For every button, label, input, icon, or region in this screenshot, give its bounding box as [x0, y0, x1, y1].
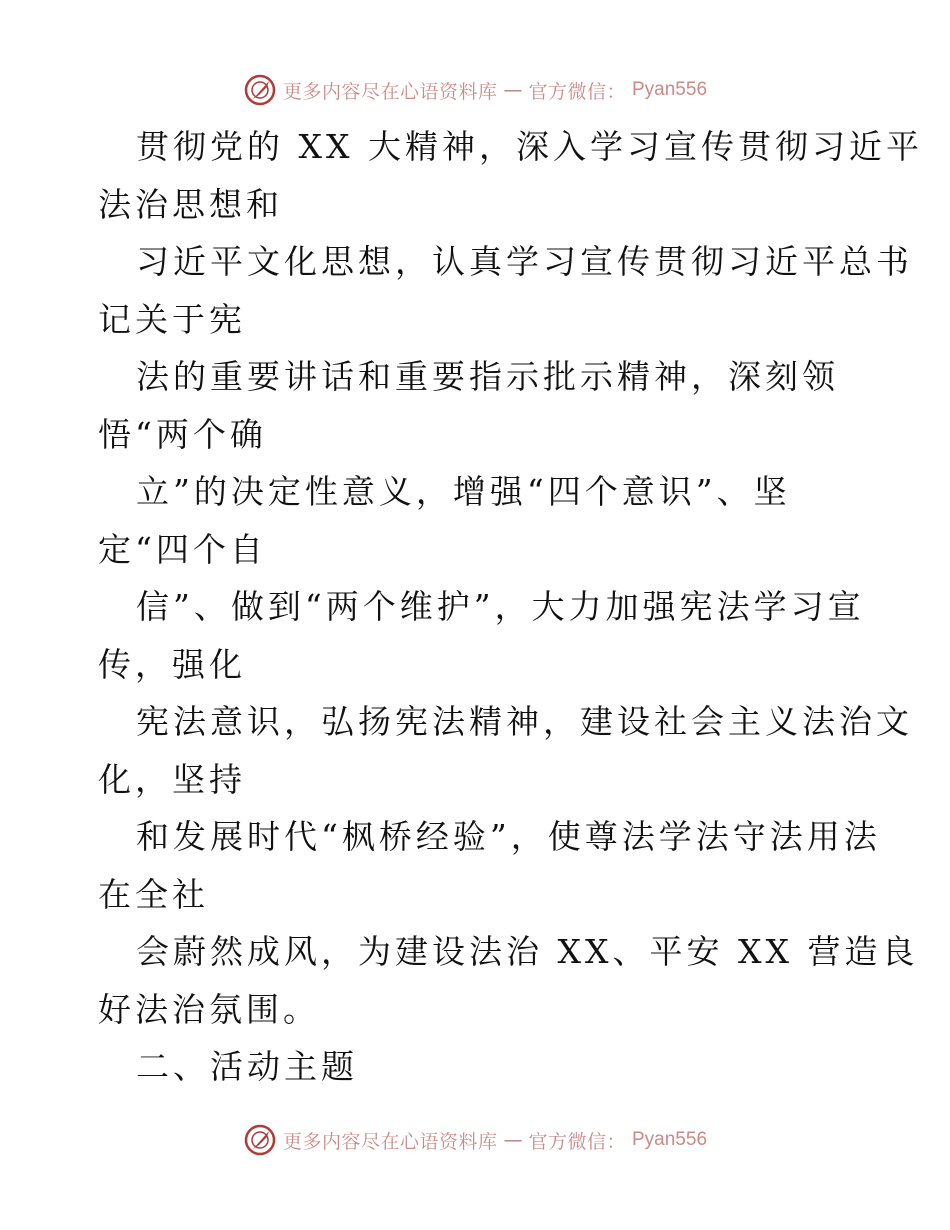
paragraph-line: 在全社	[98, 874, 209, 914]
watermark-wechat-id: Pyan556	[632, 1129, 708, 1150]
paragraph-line: 贯彻党的 XX 大精神，深入学习宣传贯彻习近平	[136, 127, 923, 166]
paragraph-line: 法的重要讲话和重要指示批示精神，深刻领	[136, 357, 839, 396]
paragraph-line: 二、活动主题	[136, 1047, 358, 1086]
watermark-wechat-id: Pyan556	[632, 79, 708, 100]
paragraph-line: 立”的决定性意义，增强“四个意识”、坚	[136, 472, 791, 511]
paragraph-line: 法治思想和	[98, 184, 283, 224]
paragraph-line: 记关于宪	[98, 299, 246, 339]
paragraph-line: 定“四个自	[98, 529, 267, 569]
paragraph-line: 和发展时代“枫桥经验”，使尊法学法守法用法	[136, 817, 881, 856]
header-watermark	[0, 70, 950, 110]
quill-logo-icon	[243, 1123, 277, 1157]
paragraph-line: 传，强化	[98, 644, 246, 684]
paragraph-line: 宪法意识，弘扬宪法精神，建设社会主义法治文	[136, 702, 913, 741]
paragraph-line: 悟“两个确	[98, 414, 267, 454]
watermark-wechat-label: 官方微信：	[528, 1130, 626, 1153]
quill-logo-icon	[243, 73, 277, 107]
watermark-text: 更多内容尽在心语资料库	[282, 80, 498, 103]
paragraph-line: 化，坚持	[98, 759, 246, 799]
paragraph-line: 好法治氛围。	[98, 989, 320, 1029]
watermark-text: 更多内容尽在心语资料库	[282, 1130, 498, 1153]
footer-watermark	[0, 1120, 950, 1160]
document-body	[98, 118, 923, 1096]
watermark-separator: —	[503, 1129, 523, 1151]
paragraph-line: 习近平文化思想，认真学习宣传贯彻习近平总书	[136, 242, 913, 281]
paragraph-line: 信”、做到“两个维护”，大力加强宪法学习宣	[136, 587, 865, 626]
watermark-wechat-label: 官方微信：	[528, 80, 626, 103]
watermark-separator: —	[503, 79, 523, 101]
paragraph-line: 会蔚然成风，为建设法治 XX、平安 XX 营造良	[136, 932, 919, 971]
